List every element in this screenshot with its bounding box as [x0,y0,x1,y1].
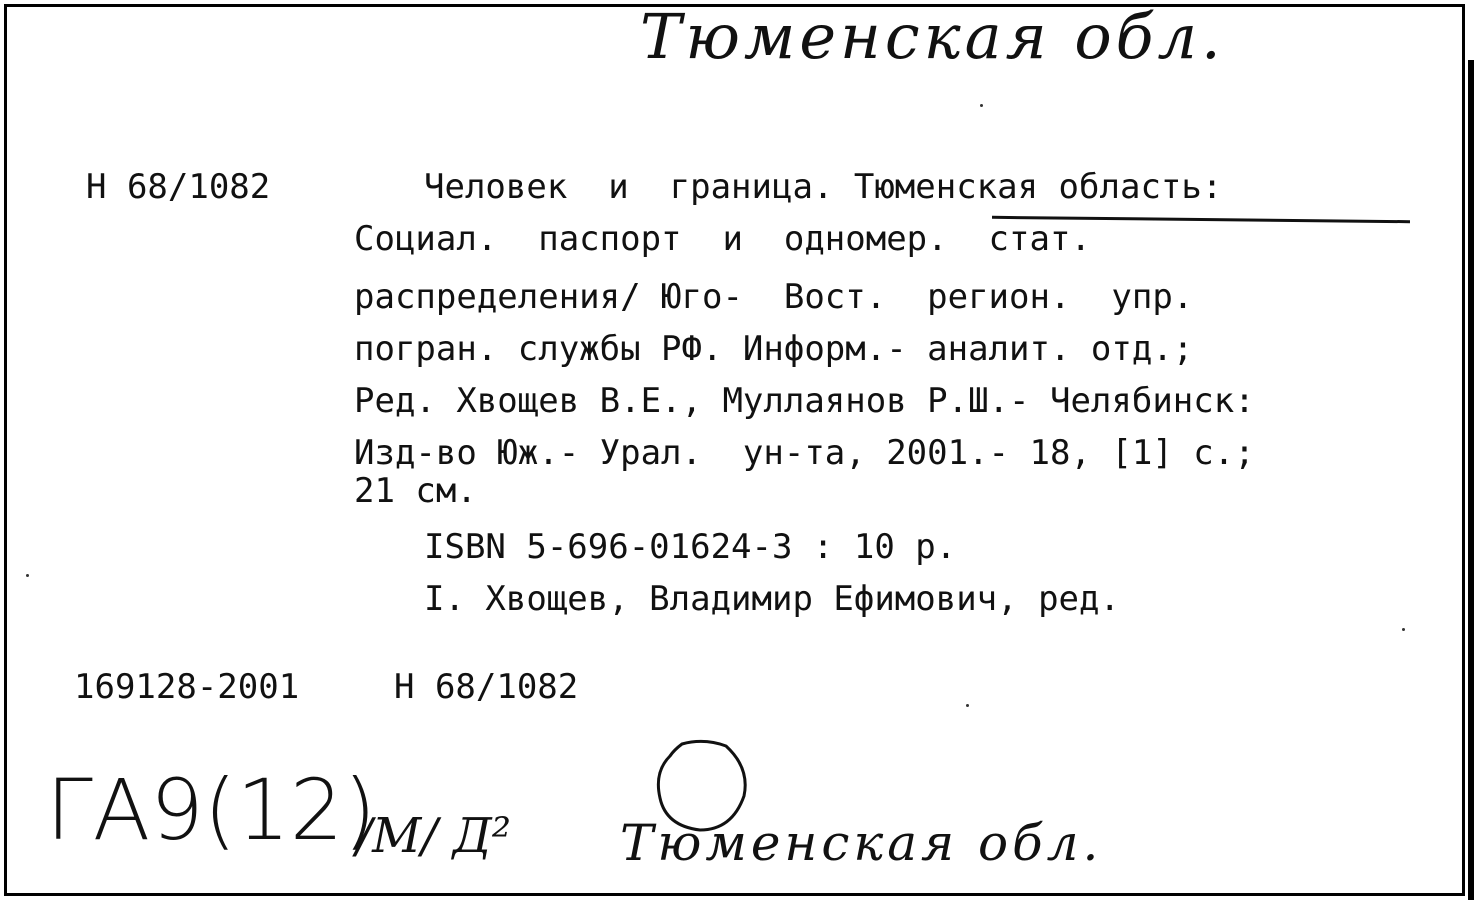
isbn-line: ISBN 5-696-01624-3 : 10 р. [424,527,957,567]
speck [26,574,29,577]
card-edge [1468,60,1474,900]
handwritten-classification-code: ГА9(12) [46,761,377,859]
speck [980,104,983,107]
handwritten-mark: /М/ Д² [356,808,512,864]
entry-line-1: Человек и граница. Тюменская область: [424,167,1223,207]
entry-line-5: Ред. Хвощев В.Е., Муллаянов Р.Ш.- Челябинск: [354,381,1255,421]
entry-line-3: распределения/ Юго- Вост. регион. упр. [354,277,1194,317]
handwritten-region-footer: Тюменская обл. [620,814,1103,872]
entry-line-7: 21 см. [354,471,477,511]
entry-line-4: погран. службы РФ. Информ.- аналит. отд.; [354,329,1194,369]
entry-line-2: Социал. паспорт и одномер. стат. [354,219,1091,259]
handwritten-region-header: Тюменская обл. [640,0,1225,73]
speck [966,704,969,707]
entry-line-6: Изд-во Юж.- Урал. ун-та, 2001.- 18, [1] с.; [354,433,1255,473]
accession-number: 169128-2001 [74,667,300,707]
call-number-bottom: Н 68/1082 [394,667,579,707]
speck [1402,628,1405,631]
added-entry: I. Хвощев, Владимир Ефимович, ред. [424,579,1120,619]
circle-stamp-icon [652,738,752,834]
call-number: Н 68/1082 [86,167,271,207]
